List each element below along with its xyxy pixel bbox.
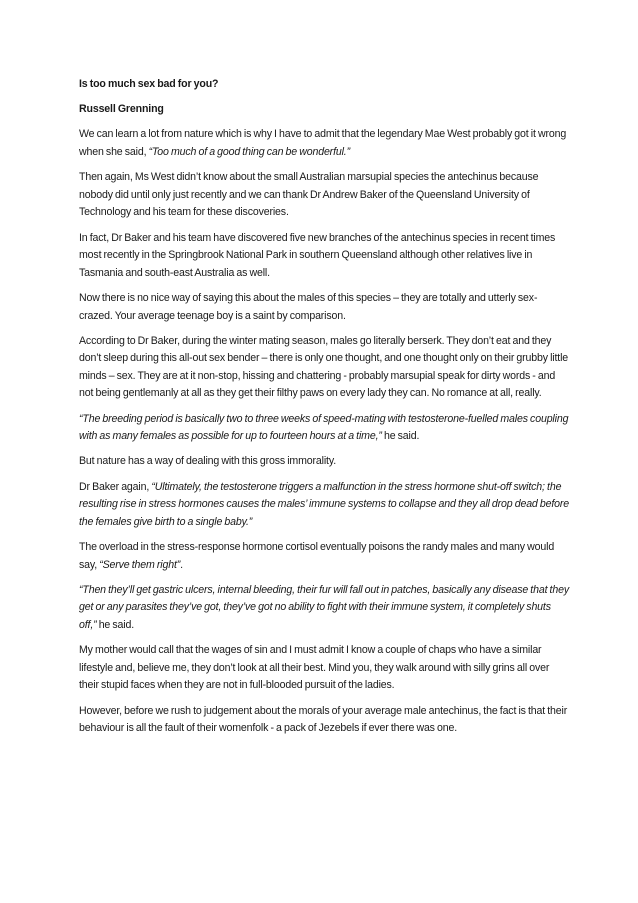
paragraph-4: Now there is no nice way of saying this about the males of this species – they are totally and utterly sex-crazed. Your average teenage boy is a saint by comparison. [79,291,538,322]
paragraph-9-quote: “Serve them right” [99,558,181,571]
paragraph-12: However, before we rush to judgement about the morals of your average male antechinus, the fact is that their behaviour is all the fault of their womenfolk - a pack of Jezebels if ever there was one. [79,704,568,735]
paragraph-8 [79,479,569,532]
paragraph-10 [79,582,569,635]
paragraph-6-quote: “The breeding period is basically two to three weeks of speed-mating with testosterone-fuelled males coupling with as many females as possible for up to fourteen hours at a time,” [79,412,569,443]
paragraph-1-text: We can learn a lot from nature which is why I have to admit that the legendary Mae West probably got it wrong when she said, [79,128,567,158]
paragraph-6-tail: he said. [381,430,420,443]
paragraph-2: Then again, Ms West didn’t know about the small Australian marsupial species the antechinus because nobody did until only just recently and we can thank Dr Andrew Baker of the Queensland University of Technology and his team for these discoveries. [79,171,539,219]
paragraph-9-text: The overload in the stress-response hormone cortisol eventually poisons the randy males and many would say, [79,541,555,571]
paragraph-3: In fact, Dr Baker and his team have discovered five new branches of the antechinus species in recent times most recently in the Springbrook National Park in southern Queensland although other relatives live in Tasmania and south-east Australia as well. [79,231,556,279]
paragraph-6 [79,411,569,446]
paragraph-1-quote: “Too much of a good thing can be wonderful.” [148,145,350,158]
article-title: Is too much sex bad for you? [79,78,219,90]
paragraph-9-tail: . [180,558,183,571]
paragraph-8-lead: Dr Baker again, [79,480,152,493]
paragraph-10-quote: “Then they’ll get gastric ulcers, internal bleeding, their fur will fall out in patches, basically any disease that they get or any parasites they’ve got, they’ve got no ability to fight with their immune system, it completely shuts off,” [79,583,569,631]
paragraph-8-quote: “Ultimately, the testosterone triggers a malfunction in the stress hormone shut-off switch; the resulting rise in stress hormones causes the males’ immune systems to collapse and they all drop dead before the females give birth to a single baby.” [79,480,570,528]
paragraph-10-tail: he said. [96,618,134,631]
paragraph-9 [79,539,569,574]
article-body [79,76,569,745]
article-author: Russell Grenning [79,103,164,116]
paragraph-5: According to Dr Baker, during the winter mating season, males go literally berserk. They don’t eat and they don’t sleep during this all-out sex bender – there is only one thought, and one thought only on their grubby little minds – sex. They are at it non-stop, hissing and chattering - probably marsupial speak for dirty words - and not being gentlemanly at all as they get their filthy paws on every lady they can. No romance at all, really. [79,334,569,400]
paragraph-1 [79,126,569,161]
paragraph-7: But nature has a way of dealing with this gross immorality. [79,455,336,468]
paragraph-11: My mother would call that the wages of sin and I must admit I know a couple of chaps who have a similar lifestyle and, believe me, they don’t look at all their best. Mind you, they walk around with silly grins all over their stupid faces when they are not in full-blooded pursuit of the ladies. [79,644,550,692]
